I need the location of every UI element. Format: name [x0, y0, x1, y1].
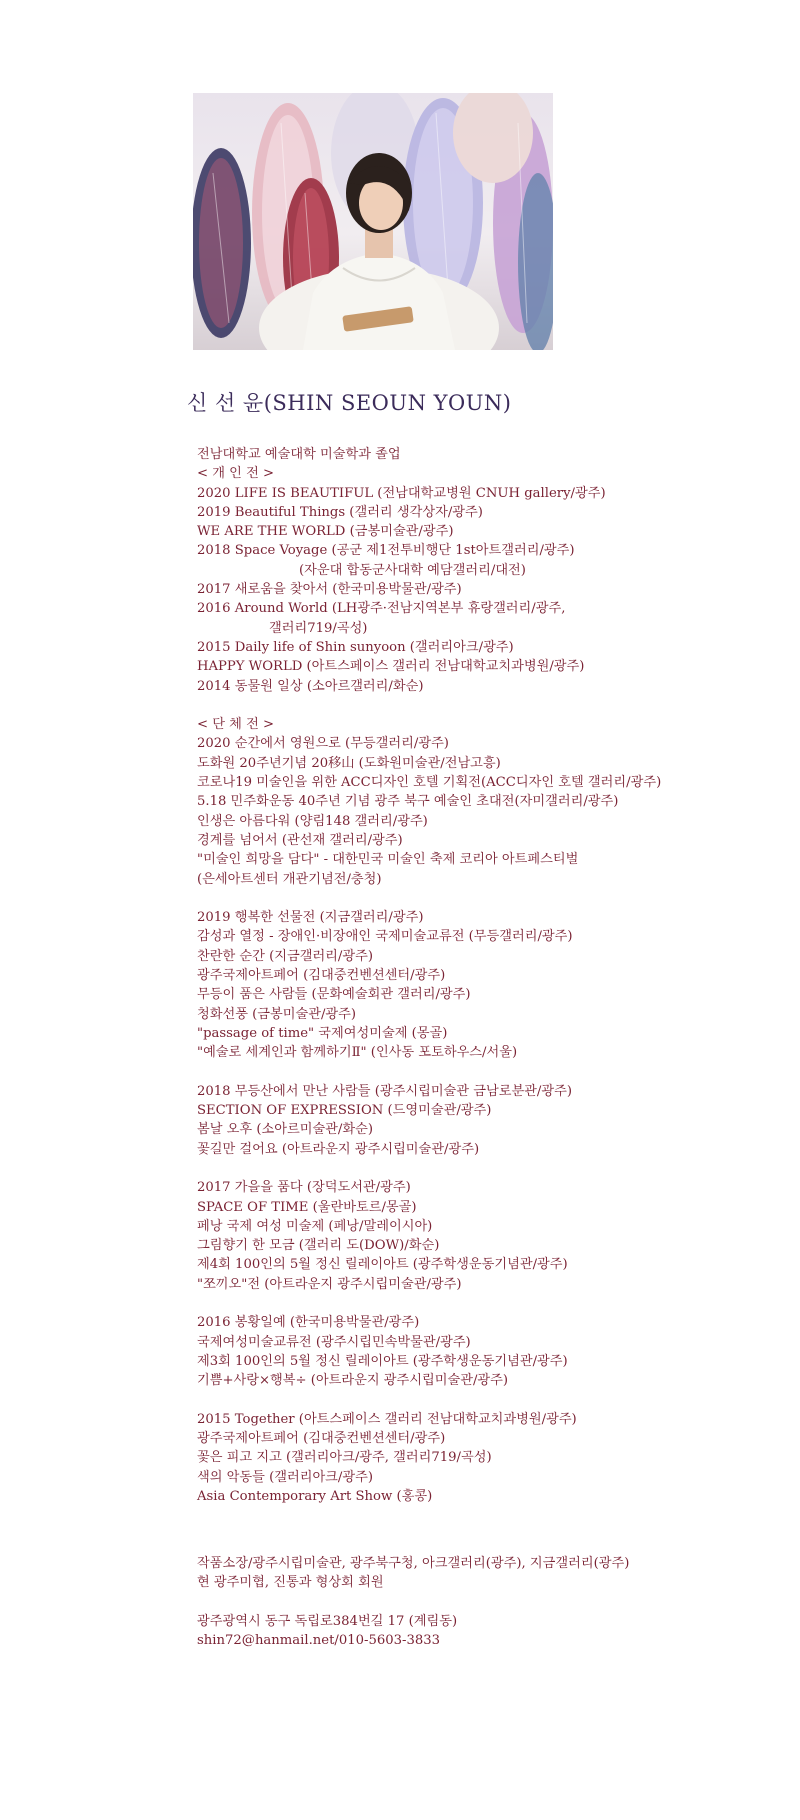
solo-item: 2018 Space Voyage (공군 제1전투비행단 1st아트갤러리/광주): [197, 543, 575, 559]
group-item: 국제여성미술교류전 (광주시립민속박물관/광주): [197, 1334, 471, 1350]
group-item: 페낭 국제 여성 미술제 (페낭/말레이시아): [197, 1218, 433, 1234]
group-item: 무등이 품은 사람들 (문화예술회관 갤러리/광주): [197, 987, 471, 1003]
group-item: 2020 순간에서 영원으로 (무등갤러리/광주): [197, 736, 449, 752]
group-item: 2019 행복한 선물전 (지금갤러리/광주): [197, 910, 424, 926]
group-item: SPACE OF TIME (울란바토르/몽골): [197, 1199, 417, 1215]
group-item: 색의 악동들 (갤러리아크/광주): [197, 1469, 373, 1485]
group-item: Asia Contemporary Art Show (홍콩): [197, 1489, 433, 1505]
cv-content: [197, 445, 757, 1650]
group-item: 2016 봉황일예 (한국미용박물관/광주): [197, 1315, 420, 1331]
group-item: 찬란한 순간 (지금갤러리/광주): [197, 948, 373, 964]
group-item: 광주국제아트페어 (김대중컨벤션센터/광주): [197, 1431, 446, 1447]
group-item: 코로나19 미술인을 위한 ACC디자인 호텔 기획전(ACC디자인 호텔 갤러리/광주): [197, 775, 662, 791]
group-item: "미술인 희망을 담다" - 대한민국 미술인 축제 코리아 아트페스티벌: [197, 852, 579, 868]
artist-name: 신 선 윤(SHIN SEOUN YOUN): [187, 391, 512, 415]
solo-item: 갤러리719/곡성): [269, 620, 368, 636]
group-item: 2018 무등산에서 만난 사람들 (광주시립미술관 금남로분관/광주): [197, 1083, 572, 1099]
artist-portrait-image: [193, 93, 553, 350]
group-heading: < 단 체 전 >: [197, 717, 275, 733]
group-item: "예술로 세계인과 함께하기Ⅱ" (인사동 포토하우스/서울): [197, 1045, 518, 1061]
artist-photo: [193, 93, 553, 350]
group-item: 2015 Together (아트스페이스 갤러리 전남대학교치과병원/광주): [197, 1411, 577, 1427]
group-item: SECTION OF EXPRESSION (드영미술관/광주): [197, 1103, 492, 1119]
solo-item: (자운대 합동군사대학 예담갤러리/대전): [299, 562, 526, 578]
membership: 현 광주미협, 진통과 형상회 회원: [197, 1574, 384, 1590]
group-item: 광주국제아트페어 (김대중컨벤션센터/광주): [197, 968, 446, 984]
solo-item: 2017 새로움을 찾아서 (한국미용박물관/광주): [197, 582, 462, 598]
solo-item: 2015 Daily life of Shin sunyoon (갤러리아크/광주): [197, 639, 514, 655]
group-item: 인생은 아름다워 (양림148 갤러리/광주): [197, 813, 428, 829]
group-item: 그림향기 한 모금 (갤러리 도(DOW)/화순): [197, 1238, 440, 1254]
group-item: "쪼끼오"전 (아트라운지 광주시립미술관/광주): [197, 1276, 462, 1292]
contact-email-phone: shin72@hanmail.net/010-5603-3833: [197, 1632, 441, 1648]
solo-item: WE ARE THE WORLD (금봉미술관/광주): [197, 524, 454, 540]
group-item: 5.18 민주화운동 40주년 기념 광주 북구 예술인 초대전(자미갤러리/광주): [197, 794, 619, 810]
address: 광주광역시 동구 독립로384번길 17 (계림동): [197, 1613, 458, 1629]
group-item: 제4회 100인의 5월 정신 릴레이아트 (광주학생운동기념관/광주): [197, 1257, 568, 1273]
group-item: 2017 가을을 품다 (장덕도서관/광주): [197, 1180, 411, 1196]
group-item: 감성과 열정 - 장애인·비장애인 국제미술교류전 (무등갤러리/광주): [197, 929, 573, 945]
education: 전남대학교 예술대학 미술학과 졸업: [197, 447, 401, 462]
solo-item: 2019 Beautiful Things (갤러리 생각상자/광주): [197, 504, 483, 520]
solo-item: 2016 Around World (LH광주·전남지역본부 휴랑갤러리/광주,: [197, 601, 566, 617]
group-item: 기쁨+사랑×행복÷ (아트라운지 광주시립미술관/광주): [197, 1373, 509, 1389]
group-item: 경계를 넘어서 (관선재 갤러리/광주): [197, 832, 403, 848]
solo-item: 2014 동물원 일상 (소아르갤러리/화순): [197, 678, 424, 694]
group-item: "passage of time" 국제여성미술제 (몽골): [197, 1025, 448, 1041]
group-item: 도화원 20주년기념 20移山 (도화원미술관/전남고흥): [197, 755, 501, 771]
solo-heading: < 개 인 전 >: [197, 466, 275, 482]
group-item: 봄날 오후 (소아르미술관/화순): [197, 1122, 373, 1138]
group-item: 청화선풍 (금봉미술관/광주): [197, 1006, 357, 1022]
collection: 작품소장/광주시립미술관, 광주북구청, 아크갤러리(광주), 지금갤러리(광주): [197, 1555, 630, 1571]
solo-item: 2020 LIFE IS BEAUTIFUL (전남대학교병원 CNUH gallery/광주): [197, 485, 606, 501]
group-item: 꽃은 피고 지고 (갤러리아크/광주, 갤러리719/곡성): [197, 1450, 492, 1466]
group-item: 꽃길만 걸어요 (아트라운지 광주시립미술관/광주): [197, 1141, 480, 1157]
group-item: 제3회 100인의 5월 정신 릴레이아트 (광주학생운동기념관/광주): [197, 1353, 568, 1369]
group-item: (은세아트센터 개관기념전/충청): [197, 871, 382, 887]
solo-item: HAPPY WORLD (아트스페이스 갤러리 전남대학교치과병원/광주): [197, 659, 585, 675]
